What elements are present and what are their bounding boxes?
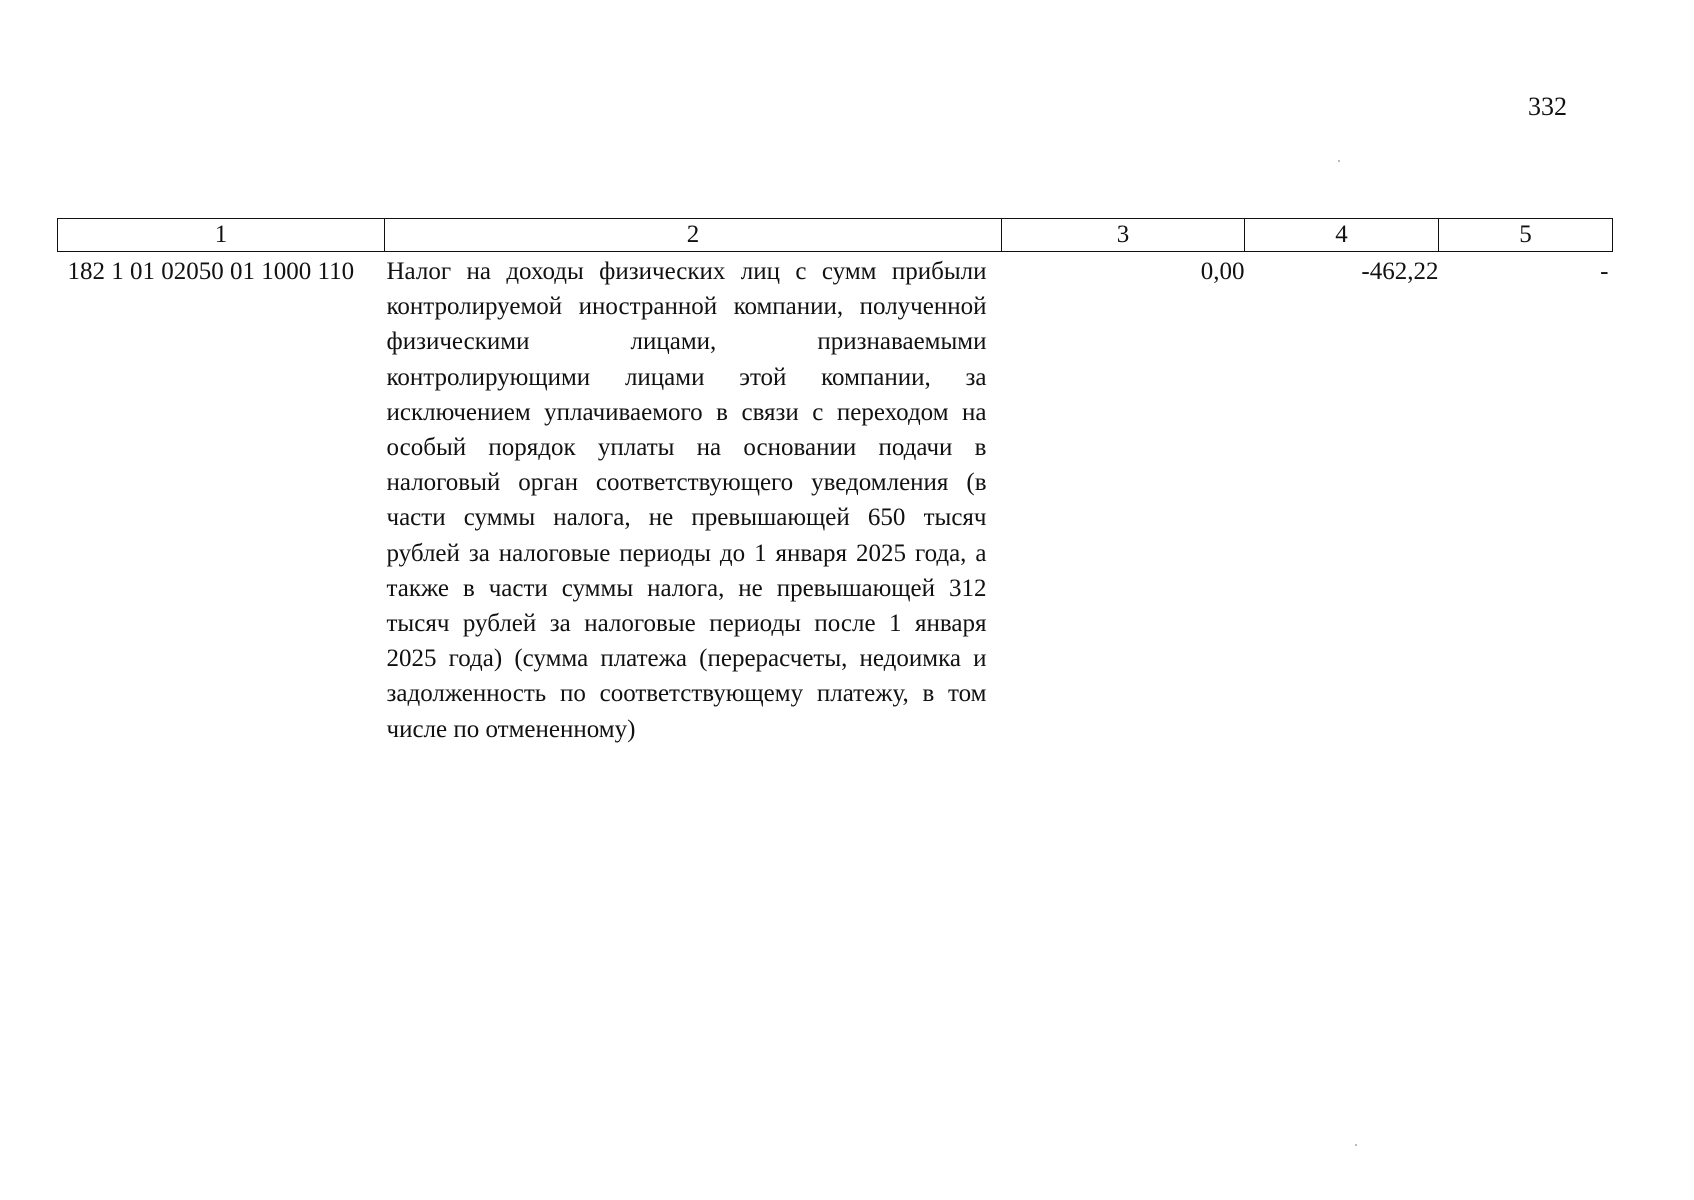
budget-classification-code: 182 1 01 02050 01 1000 110 <box>67 258 355 285</box>
column-header-5: 5 <box>1439 219 1613 252</box>
budget-table <box>57 218 1613 747</box>
table-row <box>58 252 1613 747</box>
value-column-4: -462,22 <box>1361 258 1439 285</box>
column-header-3: 3 <box>1002 219 1245 252</box>
value-column-5: - <box>1600 258 1609 285</box>
column-header-2: 2 <box>385 219 1002 252</box>
column-header-4: 4 <box>1245 219 1439 252</box>
scan-speck <box>1338 160 1340 162</box>
page-number: 332 <box>1528 92 1567 121</box>
table-header-row <box>58 219 1613 252</box>
income-description-cell <box>385 252 1002 747</box>
value-column-3: 0,00 <box>1200 258 1245 285</box>
column-header-1: 1 <box>58 219 385 252</box>
income-description: Налог на доходы физических лиц с сумм прибыли контролируемой иностранной компании, полученной физическими лицами, признаваемыми контролирующими лицами этой компании, за исключением уплачиваемого в связи с переходом на особый порядок уплаты на основании подачи в налоговый орган соответствующего уведомления (в части суммы налога, не превышающей 650 тысяч рублей за налоговые периоды до 1 января 2025 года, а также в части суммы налога, не превышающей 312 тысяч рублей за налоговые периоды после 1 января 2025 года) (сумма платежа (перерасчеты, недоимка и задолженность по соответствующему платежу, в том числе по отмененному) <box>386 258 987 743</box>
scan-speck <box>1355 1144 1357 1146</box>
